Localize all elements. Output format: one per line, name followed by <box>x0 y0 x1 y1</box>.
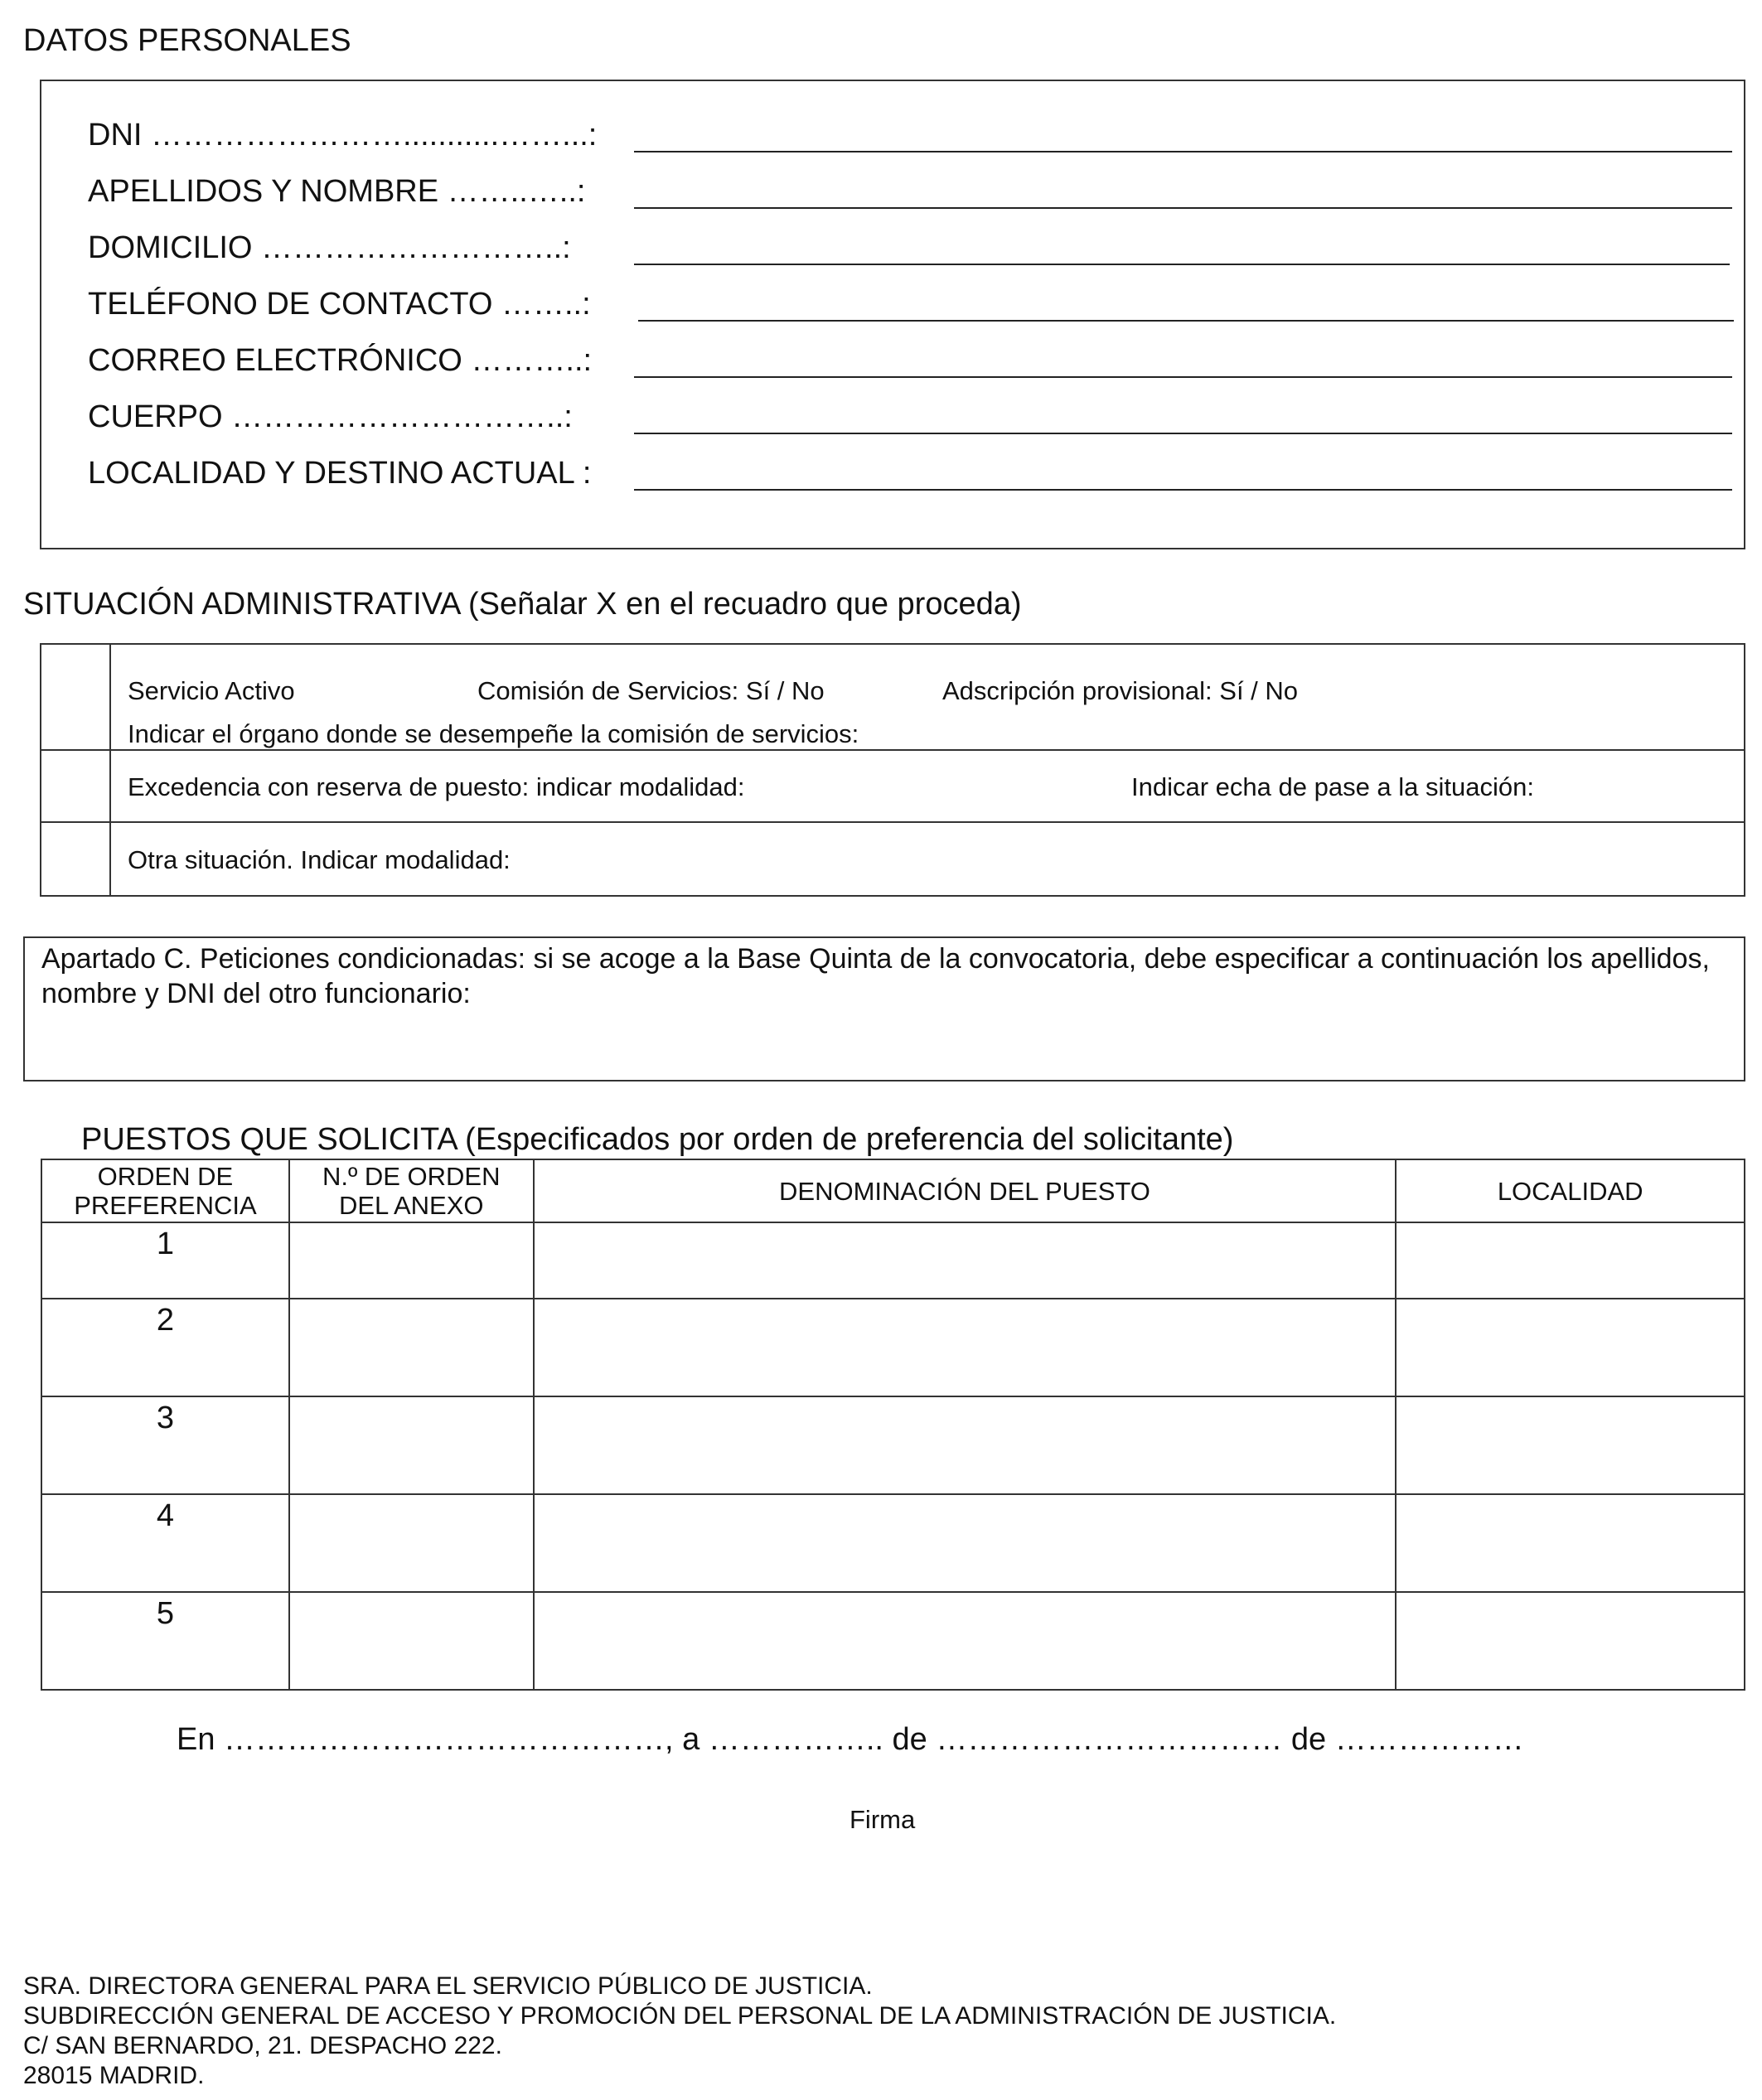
field-label-correo: CORREO ELECTRÓNICO ………..: <box>88 343 593 378</box>
field-label-domicilio: DOMICILIO ………………………..: <box>88 230 571 265</box>
cell-anexo[interactable] <box>289 1396 534 1494</box>
field-label-localidad-destino: LOCALIDAD Y DESTINO ACTUAL : <box>88 456 592 491</box>
header-orden-l2: PREFERENCIA <box>74 1191 257 1220</box>
section-title-puestos: PUESTOS QUE SOLICITA (Especificados por orden de preferencia del solicitante) <box>81 1122 1234 1157</box>
label-servicio-activo: Servicio Activo <box>128 676 295 705</box>
field-input-cuerpo[interactable] <box>634 433 1732 434</box>
header-anexo-l2: DEL ANEXO <box>338 1191 484 1220</box>
destinatario-line-2: SUBDIRECCIÓN GENERAL DE ACCESO Y PROMOCIÓN DEL PERSONAL DE LA ADMINISTRACIÓN DE JUSTICIA. <box>23 2002 1337 2030</box>
field-label-apellidos-nombre: APELLIDOS Y NOMBRE ……..…..: <box>88 174 586 209</box>
row-divider <box>41 749 1744 751</box>
label-fecha-pase: Indicar echa de pase a la situación: <box>1131 772 1534 801</box>
lugar-fecha-line[interactable]: En ……………………………………, a …………….. de …………………………… de ……………… <box>177 1722 1524 1757</box>
field-label-cuerpo: CUERPO …………………………..: <box>88 399 573 434</box>
cell-orden: 1 <box>41 1222 289 1299</box>
table-row <box>41 1396 1745 1494</box>
apartado-c-text: Apartado C. Peticiones condicionadas: si se acoge a la Base Quinta de la convocatoria, debe especificar a continuación los apellidos, nombre y DNI del otro funcionario: <box>41 943 1710 1009</box>
checkbox-excedencia[interactable] <box>41 751 109 821</box>
label-comision-servicios: Comisión de Servicios: Sí / No <box>477 676 825 705</box>
cell-denominacion[interactable] <box>534 1494 1397 1592</box>
table-header-row <box>41 1159 1745 1222</box>
table-row <box>41 1494 1745 1592</box>
destinatario-line-4: 28015 MADRID. <box>23 2062 205 2089</box>
puestos-table <box>41 1159 1745 1691</box>
field-input-domicilio[interactable] <box>634 264 1730 265</box>
label-organo-comision: Indicar el órgano donde se desempeñe la comisión de servicios: <box>128 719 859 748</box>
label-otra-situacion: Otra situación. Indicar modalidad: <box>128 845 511 874</box>
cell-denominacion[interactable] <box>534 1592 1397 1690</box>
cell-orden: 5 <box>41 1592 289 1690</box>
field-input-apellidos-nombre[interactable] <box>634 207 1732 209</box>
datos-personales-box <box>40 80 1745 549</box>
cell-orden: 4 <box>41 1494 289 1592</box>
table-row <box>41 1299 1745 1396</box>
cell-anexo[interactable] <box>289 1222 534 1299</box>
label-adscripcion-provisional: Adscripción provisional: Sí / No <box>942 676 1299 705</box>
checkbox-servicio-activo[interactable] <box>41 645 109 749</box>
destinatario-line-3: C/ SAN BERNARDO, 21. DESPACHO 222. <box>23 2032 502 2059</box>
cell-localidad[interactable] <box>1396 1592 1745 1690</box>
header-orden-preferencia <box>41 1159 289 1222</box>
destinatario-line-1: SRA. DIRECTORA GENERAL PARA EL SERVICIO PÚBLICO DE JUSTICIA. <box>23 1972 873 2000</box>
cell-localidad[interactable] <box>1396 1222 1745 1299</box>
table-row <box>41 1592 1745 1690</box>
header-orden-l1: ORDEN DE <box>97 1162 234 1191</box>
firma-label: Firma <box>850 1805 916 1834</box>
cell-denominacion[interactable] <box>534 1299 1397 1396</box>
apartado-c-box[interactable] <box>23 936 1745 1081</box>
cell-denominacion[interactable] <box>534 1396 1397 1494</box>
cell-anexo[interactable] <box>289 1299 534 1396</box>
situacion-table <box>40 643 1745 897</box>
field-label-dni: DNI ……………………...........……...: <box>88 118 598 152</box>
field-input-telefono[interactable] <box>638 320 1734 322</box>
row-divider <box>41 821 1744 823</box>
table-row <box>41 1222 1745 1299</box>
field-label-telefono: TELÉFONO DE CONTACTO ……..: <box>88 287 591 322</box>
cell-localidad[interactable] <box>1396 1299 1745 1396</box>
header-orden-anexo <box>289 1159 534 1222</box>
checkbox-otra-situacion[interactable] <box>41 823 109 895</box>
cell-orden: 2 <box>41 1299 289 1396</box>
header-anexo-l1: N.º DE ORDEN <box>322 1162 501 1191</box>
header-denominacion: DENOMINACIÓN DEL PUESTO <box>534 1159 1397 1222</box>
header-localidad: LOCALIDAD <box>1396 1159 1745 1222</box>
cell-anexo[interactable] <box>289 1494 534 1592</box>
cell-localidad[interactable] <box>1396 1396 1745 1494</box>
cell-orden: 3 <box>41 1396 289 1494</box>
section-title-situacion: SITUACIÓN ADMINISTRATIVA (Señalar X en el recuadro que proceda) <box>23 587 1022 622</box>
field-input-localidad-destino[interactable] <box>634 489 1732 491</box>
field-input-correo[interactable] <box>634 376 1732 378</box>
cell-denominacion[interactable] <box>534 1222 1397 1299</box>
cell-anexo[interactable] <box>289 1592 534 1690</box>
section-title-datos-personales: DATOS PERSONALES <box>23 23 351 58</box>
label-excedencia: Excedencia con reserva de puesto: indicar modalidad: <box>128 772 745 801</box>
checkbox-column-divider <box>109 645 111 895</box>
cell-localidad[interactable] <box>1396 1494 1745 1592</box>
field-input-dni[interactable] <box>634 151 1732 152</box>
